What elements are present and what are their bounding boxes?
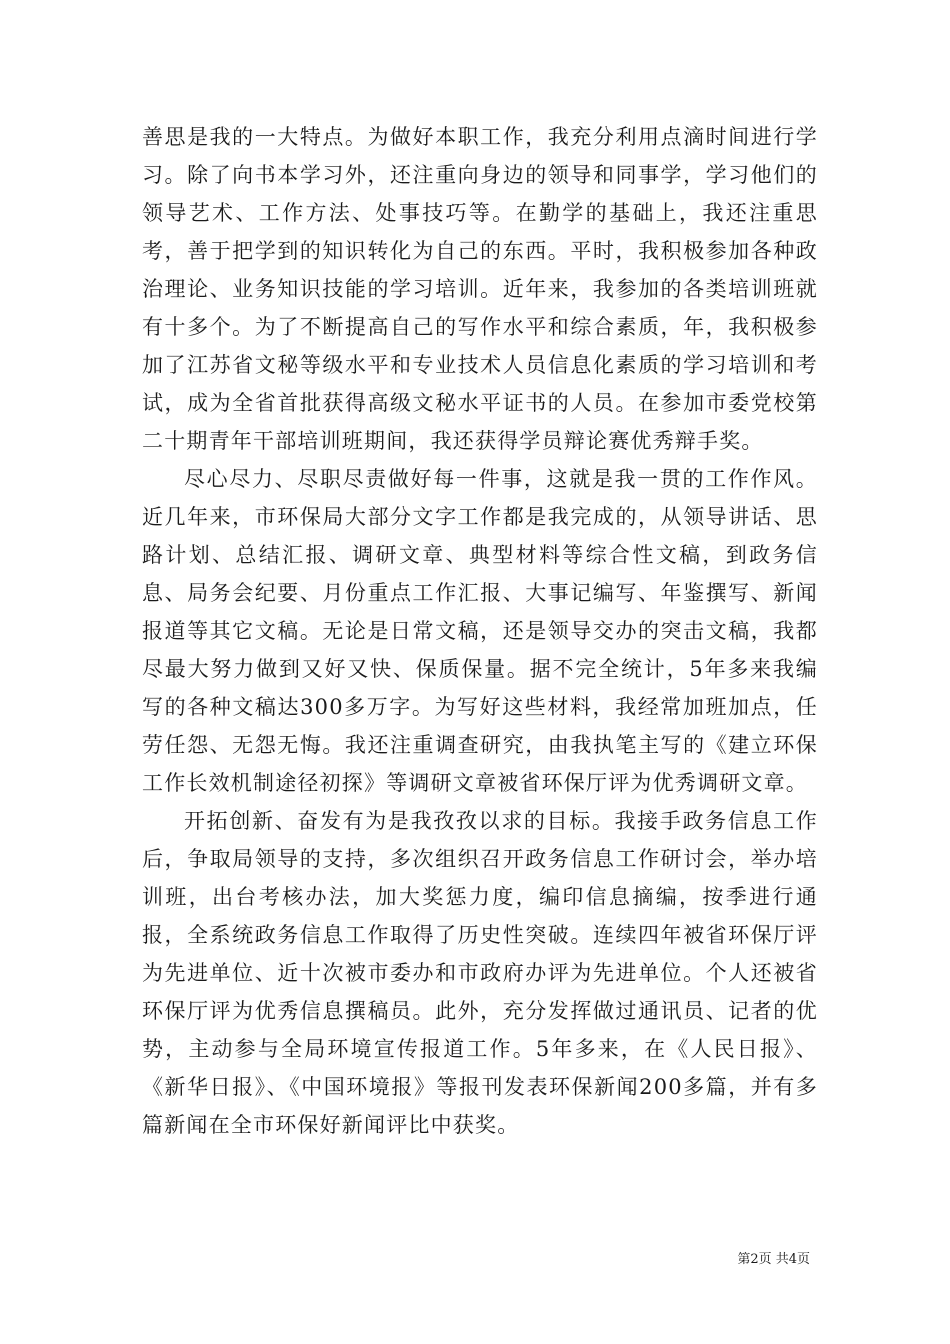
- paragraph-continued: 善思是我的一大特点。为做好本职工作，我充分利用点滴时间进行学习。除了向书本学习外，还注重向身边的领导和同事学，学习他们的领导艺术、工作方法、处事技巧等。在勤学的基础上，我还注重思考，善于把学到的知识转化为自己的东西。平时，我积极参加各种政治理论、业务知识技能的学习培训。近年来，我参加的各类培训班就有十多个。为了不断提高自己的写作水平和综合素质，年，我积极参加了江苏省文秘等级水平和专业技术人员信息化素质的学习培训和考试，成为全省首批获得高级文秘水平证书的人员。在参加市委党校第二十期青年干部培训班期间，我还获得学员辩论赛优秀辩手奖。: [142, 125, 818, 453]
- paragraph-work-style: 尽心尽力、尽职尽责做好每一件事，这就是我一贯的工作作风。近几年来，市环保局大部分文字工作都是我完成的，从领导讲话、思路计划、总结汇报、调研文章、典型材料等综合性文稿，到政务信息、局务会纪要、月份重点工作汇报、大事记编写、年鉴撰写、新闻报道等其它文稿。无论是日常文稿，还是领导交办的突击文稿，我都尽最大努力做到又好又快、保质保量。据不完全统计，5年多来我编写的各种文稿达300多万字。为写好这些材料，我经常加班加点，任劳任怨、无怨无悔。我还注重调查研究，由我执笔主写的《建立环保工作长效机制途径初探》等调研文章被省环保厅评为优秀调研文章。: [142, 467, 818, 795]
- paragraph-innovation: 开拓创新、奋发有为是我孜孜以求的目标。我接手政务信息工作后，争取局领导的支持，多次组织召开政务信息工作研讨会，举办培训班，出台考核办法，加大奖惩力度，编印信息摘编，按季进行通报，全系统政务信息工作取得了历史性突破。连续四年被省环保厅评为先进单位、近十次被市委办和市政府办评为先进单位。个人还被省环保厅评为优秀信息撰稿员。此外，充分发挥做过通讯员、记者的优势，主动参与全局环境宣传报道工作。5年多来，在《人民日报》、《新华日报》、《中国环境报》等报刊发表环保新闻200多篇，并有多篇新闻在全市环保好新闻评比中获奖。: [142, 809, 818, 1137]
- document-body: [142, 118, 818, 1144]
- page-number: 第2页 共4页: [737, 1252, 810, 1267]
